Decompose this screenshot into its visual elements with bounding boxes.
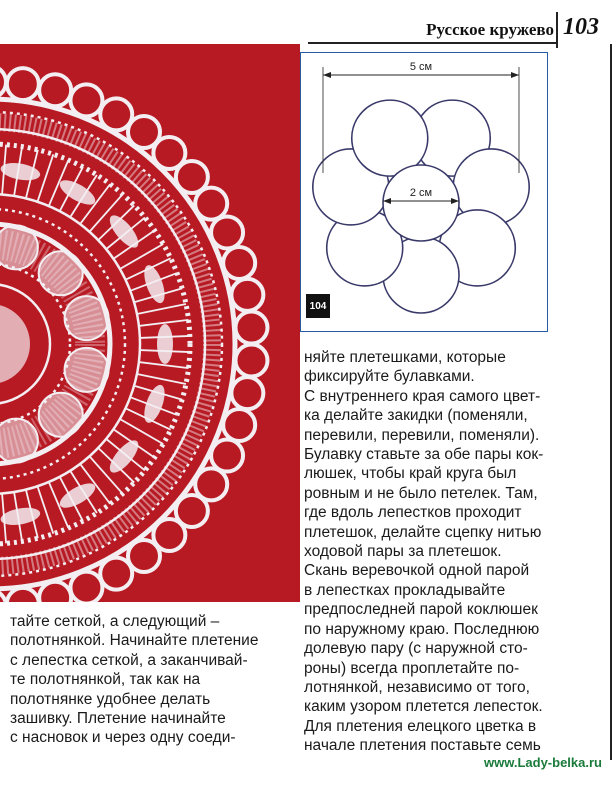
text-line: долевую пару (с наружной сто- bbox=[304, 640, 528, 658]
flower-diagram-frame bbox=[300, 52, 548, 332]
text-line: Булавку ставьте за обе пары кок- bbox=[304, 446, 544, 464]
lace-petal bbox=[39, 251, 83, 295]
text-line: по наружному краю. Последнюю bbox=[304, 620, 540, 638]
footer-website: www.Lady-belka.ru bbox=[484, 755, 602, 770]
flower-diagram bbox=[301, 53, 546, 330]
text-line: где вдоль лепестков проходит bbox=[304, 504, 522, 522]
text-line: няйте плетешками, которые bbox=[304, 349, 506, 366]
lace-petal bbox=[39, 393, 83, 437]
text-line: в лепестках прокладывайте bbox=[304, 581, 506, 599]
lace-petal bbox=[65, 348, 109, 392]
lace-scallop bbox=[39, 74, 71, 106]
outer-arrow-left bbox=[323, 72, 331, 78]
lace-doily-image bbox=[0, 44, 300, 602]
lace-scallop bbox=[231, 279, 263, 311]
text-line: с лепестка сеткой, а заканчивай- bbox=[10, 651, 248, 669]
text-line: перевили, перевили, поменяли). bbox=[304, 426, 540, 444]
lace-petal bbox=[0, 419, 38, 463]
header-divider bbox=[556, 12, 558, 48]
header-rule bbox=[308, 42, 558, 44]
outer-dimension-label: 5 см bbox=[409, 61, 433, 73]
figure-number-badge: 104 bbox=[306, 294, 330, 318]
lace-scallop bbox=[0, 590, 6, 602]
body-text-right-column bbox=[304, 348, 604, 756]
text-line: каким узором плетется лепесток. bbox=[304, 698, 543, 716]
text-line: ка делайте закидки (поменяли, bbox=[304, 407, 528, 425]
text-line: полотнянке удобнее делать bbox=[10, 690, 211, 708]
page-header bbox=[300, 8, 616, 48]
lace-scallop bbox=[235, 312, 267, 344]
lace-petal bbox=[65, 296, 109, 340]
page-edge-rule bbox=[610, 44, 612, 760]
lace-spoke bbox=[137, 304, 186, 314]
text-line: предпоследней парой коклюшек bbox=[304, 601, 538, 619]
text-line: ровным и не было петелек. Там, bbox=[304, 484, 538, 502]
lace-scallop bbox=[70, 84, 102, 116]
text-line: Скань веревочкой одной парой bbox=[304, 562, 530, 580]
text-line: ходовой пары за плетешок. bbox=[304, 543, 502, 561]
text-line: полотнянкой. Начинайте плетение bbox=[10, 632, 259, 650]
lace-scallop bbox=[7, 68, 39, 100]
text-line: начале плетения поставьте семь bbox=[304, 737, 541, 755]
text-line: зашивку. Плетение начинайте bbox=[10, 710, 226, 728]
lace-scallop bbox=[223, 247, 255, 279]
lace-leaf bbox=[157, 324, 173, 364]
text-line: с насновок и через одну соеди- bbox=[10, 729, 236, 747]
lace-center bbox=[0, 304, 30, 384]
page-number: 103 bbox=[563, 14, 599, 40]
lace-spoke bbox=[38, 486, 54, 533]
text-line: люшек, чтобы край круга был bbox=[304, 465, 517, 483]
body-text-left-column bbox=[10, 612, 300, 748]
text-line: С внутреннего края самого цвет- bbox=[304, 387, 541, 405]
running-title: Русское кружево bbox=[426, 20, 554, 39]
text-line: роны) всегда проплетайте по- bbox=[304, 659, 520, 677]
lace-scallop bbox=[223, 409, 255, 441]
outer-arrow-right bbox=[511, 72, 519, 78]
text-line: фиксируйте булавками. bbox=[304, 368, 475, 386]
lace-petal bbox=[0, 225, 38, 269]
lace-scallop bbox=[235, 344, 267, 376]
lace-spoke bbox=[38, 154, 54, 201]
text-line: тайте сеткой, а следующий – bbox=[10, 613, 220, 630]
text-line: лотнянкой, независимо от того, bbox=[304, 678, 530, 696]
text-line: плетешок, делайте сцепку нитью bbox=[304, 523, 542, 541]
inner-dimension-label: 2 см bbox=[409, 187, 433, 199]
lace-spoke bbox=[137, 374, 186, 384]
lace-doily-photo bbox=[0, 44, 300, 602]
text-line: те полотнянкой, так как на bbox=[10, 671, 201, 689]
lace-scallop bbox=[231, 377, 263, 409]
diagram-center-circle bbox=[383, 165, 459, 241]
text-line: Для плетения елецкого цветка в bbox=[304, 717, 537, 735]
